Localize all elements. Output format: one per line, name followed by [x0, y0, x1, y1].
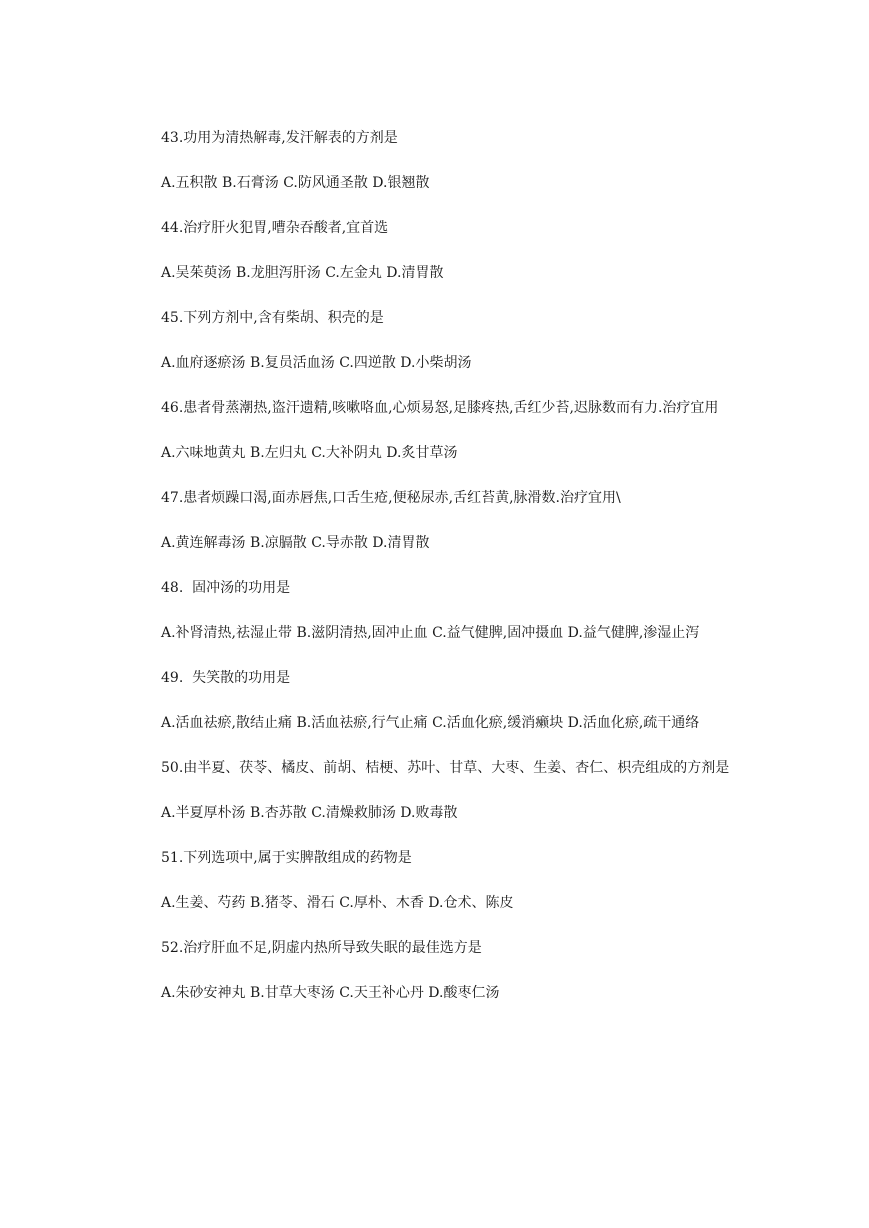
- question-50-stem: 50.由半夏、茯苓、橘皮、前胡、桔梗、苏叶、甘草、大枣、生姜、杏仁、枳壳组成的方剂是: [161, 760, 730, 776]
- question-48-stem: 48. 固冲汤的功用是: [161, 580, 291, 596]
- question-45-stem: 45.下列方剂中,含有柴胡、积壳的是: [161, 310, 384, 326]
- question-43-options: A.五积散 B.石膏汤 C.防风通圣散 D.银翘散: [161, 175, 430, 191]
- question-50-options: A.半夏厚朴汤 B.杏苏散 C.清燥救肺汤 D.败毒散: [161, 805, 458, 821]
- question-46-options: A.六味地黄丸 B.左归丸 C.大补阴丸 D.炙甘草汤: [161, 445, 458, 461]
- question-51-stem: 51.下列选项中,属于实脾散组成的药物是: [161, 850, 412, 866]
- question-45-options: A.血府逐瘀汤 B.复员活血汤 C.四逆散 D.小柴胡汤: [161, 355, 472, 371]
- question-46-stem: 46.患者骨蒸潮热,盗汗遗精,咳嗽咯血,心烦易怒,足膝疼热,舌红少苔,迟脉数而有力.治疗宜用: [161, 400, 719, 416]
- question-52-options: A.朱砂安神丸 B.甘草大枣汤 C.天王补心丹 D.酸枣仁汤: [161, 985, 500, 1001]
- question-44-options: A.吴茱萸汤 B.龙胆泻肝汤 C.左金丸 D.清胃散: [161, 265, 444, 281]
- question-43-stem: 43.功用为清热解毒,发汗解表的方剂是: [161, 130, 398, 146]
- question-47-stem: 47.患者烦躁口渴,面赤唇焦,口舌生疮,便秘尿赤,舌红苔黄,脉滑数.治疗宜用\: [161, 490, 621, 506]
- question-47-options: A.黄连解毒汤 B.凉膈散 C.导赤散 D.清胃散: [161, 535, 430, 551]
- question-52-stem: 52.治疗肝血不足,阴虚内热所导致失眠的最佳选方是: [161, 940, 482, 956]
- question-49-options: A.活血祛瘀,散结止痛 B.活血祛瘀,行气止痛 C.活血化瘀,缓消癞块 D.活血化瘀,疏干通络: [161, 715, 700, 731]
- question-48-options: A.补肾清热,祛湿止带 B.滋阴清热,固冲止血 C.益气健脾,固冲摄血 D.益气健脾,渗湿止泻: [161, 625, 700, 641]
- question-51-options: A.生姜、芍药 B.猪苓、滑石 C.厚朴、木香 D.仓术、陈皮: [161, 895, 514, 911]
- question-44-stem: 44.治疗肝火犯胃,嘈杂吞酸者,宜首选: [161, 220, 389, 236]
- question-49-stem: 49. 失笑散的功用是: [161, 670, 291, 686]
